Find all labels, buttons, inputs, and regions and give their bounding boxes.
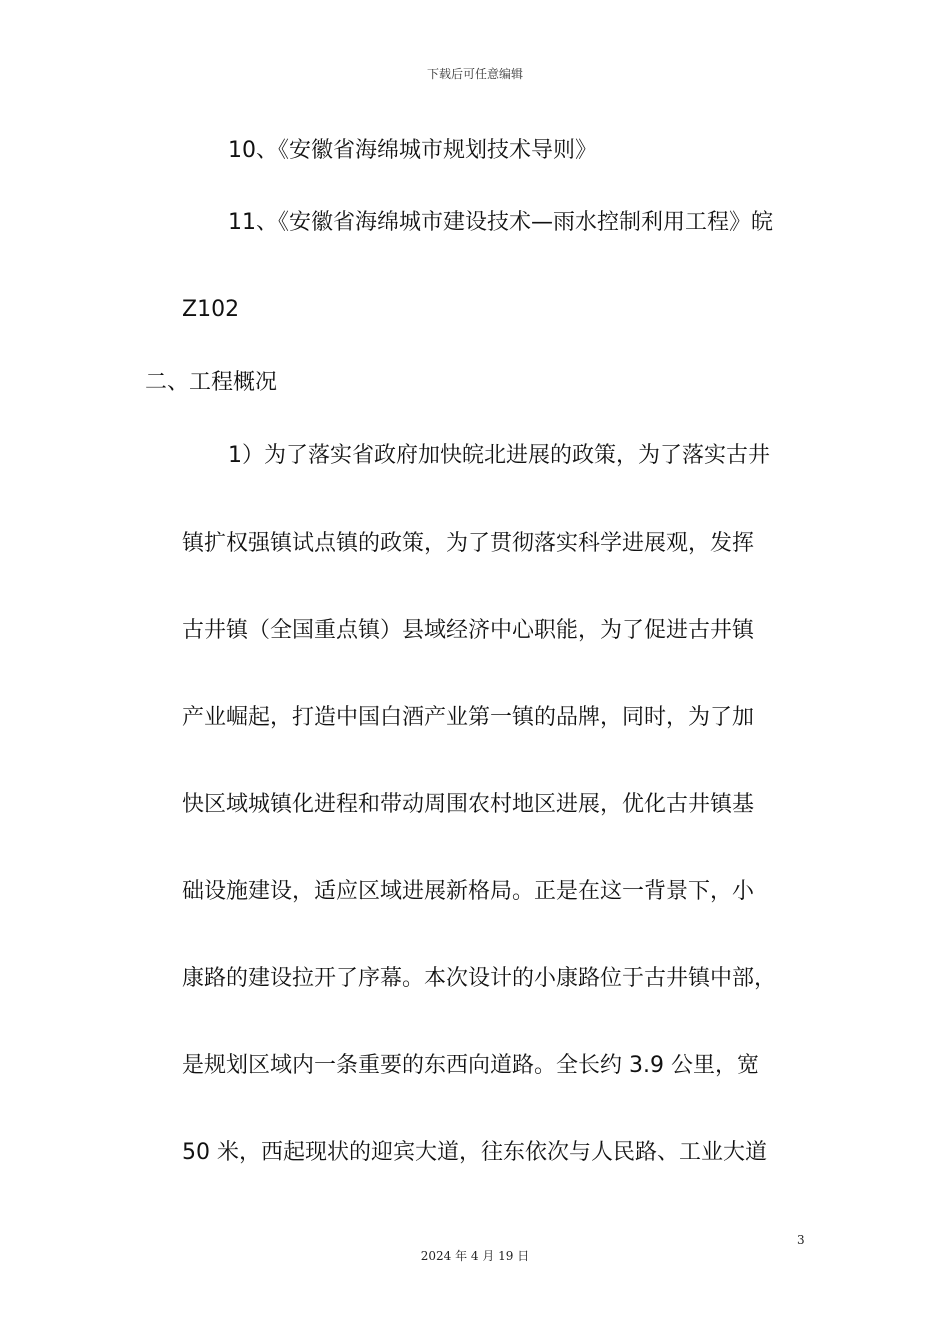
paragraph-line: 50 米，西起现状的迎宾大道，往东依次与人民路、工业大道 xyxy=(182,1140,767,1165)
paragraph-line: 镇扩权强镇试点镇的政策，为了贯彻落实科学进展观，发挥 xyxy=(182,531,755,556)
paragraph-line: 产业崛起，打造中国白酒产业第一镇的品牌，同时，为了加 xyxy=(182,705,755,730)
page-footer-date: 2024 年 4 月 19 日 xyxy=(420,1249,530,1263)
page-number: 3 xyxy=(797,1233,805,1247)
paragraph-line: 1）为了落实省政府加快皖北进展的政策，为了落实古井 xyxy=(228,443,770,468)
paragraph-line: 快区域城镇化进程和带动周围农村地区进展，优化古井镇基 xyxy=(182,792,755,817)
reference-item-10: 10、《安徽省海绵城市规划技术导则》 xyxy=(228,138,597,163)
section-heading: 二、工程概况 xyxy=(145,370,278,395)
paragraph-line: 是规划区域内一条重要的东西向道路。全长约 3.9 公里，宽 xyxy=(182,1053,759,1078)
reference-item-11: 11、《安徽省海绵城市建设技术—雨水控制利用工程》皖 xyxy=(228,210,773,235)
paragraph-line: 康路的建设拉开了序幕。本次设计的小康路位于古井镇中部， xyxy=(182,966,777,991)
paragraph-line: 古井镇（全国重点镇）县域经济中心职能，为了促进古井镇 xyxy=(182,618,755,643)
paragraph-line: 础设施建设，适应区域进展新格局。正是在这一背景下，小 xyxy=(182,879,755,904)
page-header: 下载后可任意编辑 xyxy=(426,67,523,81)
reference-item-11-continued: Z102 xyxy=(182,297,240,322)
